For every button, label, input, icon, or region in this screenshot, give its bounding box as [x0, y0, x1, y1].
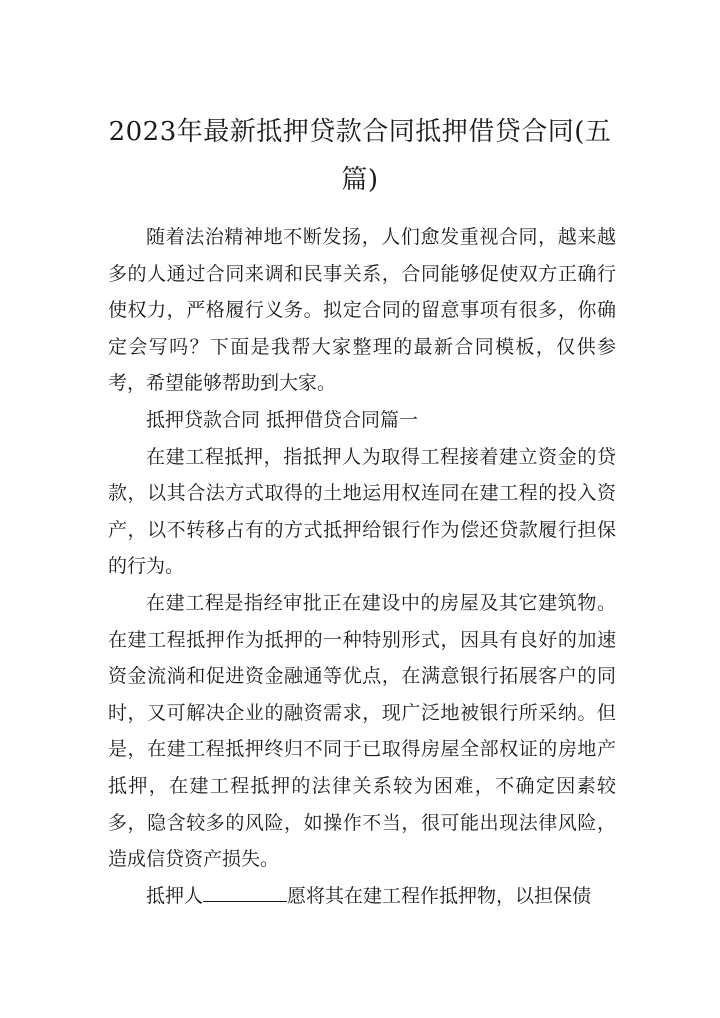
- intro-paragraph: 随着法治精神地不断发扬，人们愈发重视合同，越来越多的人通过合同来调和民事关系，合同能够促使双方正确行使权力，严格履行义务。拟定合同的留意事项有很多，你确定会写吗？下面是我帮大家整理的最新合同模板，仅供参考，希望能够帮助到大家。: [108, 226, 616, 395]
- document-title: 2023年最新抵押贷款合同抵押借贷合同(五篇): [108, 117, 612, 195]
- definition-paragraph: 在建工程抵押，指抵押人为取得工程接着建立资金的贷款，以其合法方式取得的土地运用权连同在建工程的投入资产，以不转移占有的方式抵押给银行作为偿还贷款履行担保的行为。: [108, 445, 616, 578]
- explanation-paragraph: 在建工程是指经审批正在建设中的房屋及其它建筑物。在建工程抵押作为抵押的一种特别形式，因具有良好的加速资金流淌和促进资金融通等优点，在满意银行拓展客户的同时，又可解决企业的融资需求，现广泛地被银行所采纳。但是，在建工程抵押终归不同于已取得房屋全部权证的房地产抵押，在建工程抵押的法律关系较为困难，不确定因素较多，隐含较多的风险，如操作不当，很可能出现法律风险，造成信贷资产损失。: [108, 591, 616, 871]
- section-heading: 抵押贷款合同 抵押借贷合同篇一: [146, 408, 419, 431]
- clause-start-text: 抵押人: [146, 884, 204, 907]
- clause-end-text: 愿将其在建工程作抵押物，以担保债: [287, 884, 592, 907]
- clause-paragraph: [108, 878, 616, 915]
- document-body: [108, 219, 616, 914]
- fill-in-blank: [203, 881, 287, 902]
